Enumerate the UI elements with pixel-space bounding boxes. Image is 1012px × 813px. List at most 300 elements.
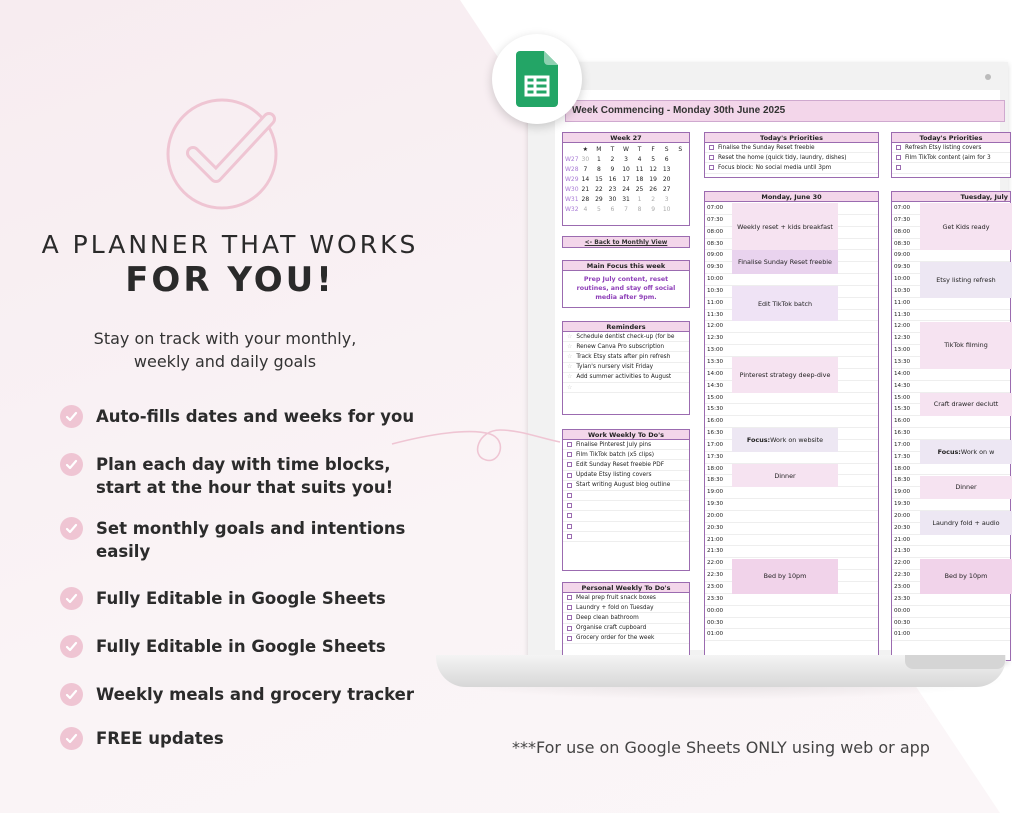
list-item[interactable] xyxy=(563,460,689,470)
time-slot[interactable]: 22:00 xyxy=(892,558,1010,570)
laptop-base-notch xyxy=(905,655,1005,669)
time-slot[interactable]: 16:30 xyxy=(892,428,1010,440)
time-slot[interactable]: 20:00 xyxy=(705,511,878,523)
event-label: TikTok filming xyxy=(944,341,988,350)
camera-dot xyxy=(985,74,991,80)
time-slot[interactable]: 01:00 xyxy=(705,629,878,641)
list-item[interactable] xyxy=(563,522,689,532)
calendar-header-cell: ★ xyxy=(582,146,589,153)
list-item[interactable] xyxy=(563,363,689,373)
feature-text-line1: Set monthly goals and intentions xyxy=(96,519,406,538)
list-item[interactable] xyxy=(563,383,689,393)
time-slot[interactable]: 12:30 xyxy=(705,333,878,345)
list-item[interactable] xyxy=(563,603,689,613)
day-tuesday-title: Tuesday, July xyxy=(892,192,1010,202)
calendar-day-cell[interactable]: 17 xyxy=(622,176,630,183)
time-slot[interactable]: 07:30 xyxy=(892,215,1010,227)
list-item-label: Meal prep fruit snack boxes xyxy=(576,594,656,601)
time-slot[interactable]: 08:00 xyxy=(892,227,1010,239)
calendar-week-number: W28 xyxy=(565,166,579,173)
feature-text-line1: Plan each day with time blocks, xyxy=(96,455,391,474)
time-slot[interactable]: 14:00 xyxy=(705,369,878,381)
list-item[interactable] xyxy=(892,153,1010,163)
time-slot[interactable]: 09:30 xyxy=(892,262,1010,274)
work-todos-list xyxy=(563,440,689,542)
main-focus-box xyxy=(562,260,690,308)
star-icon: ☆ xyxy=(567,342,573,350)
event-label: Bed by 10pm xyxy=(763,572,807,581)
event-label: Etsy listing refresh xyxy=(936,276,996,285)
list-item-label: Edit Sunday Reset freebie PDF xyxy=(576,461,665,468)
calendar-day-cell[interactable]: 12 xyxy=(649,166,657,173)
event-label: Work on w xyxy=(960,447,995,456)
subtitle-line2: weekly and daily goals xyxy=(133,352,317,371)
time-slot[interactable]: 11:30 xyxy=(705,310,878,322)
list-item-label: Reset the home (quick tidy, laundry, dishes) xyxy=(718,154,847,161)
calendar-event[interactable] xyxy=(920,203,1012,250)
time-slot[interactable]: 11:00 xyxy=(705,298,878,310)
calendar-day-cell[interactable]: 9 xyxy=(610,166,615,173)
calendar-day-cell[interactable]: 8 xyxy=(637,206,642,213)
list-item[interactable] xyxy=(563,342,689,352)
feature-text: Fully Editable in Google Sheets xyxy=(96,589,386,608)
event-label: Finalise Sunday Reset freebie xyxy=(738,258,832,267)
time-slot[interactable]: 15:30 xyxy=(892,404,1010,416)
calendar-day-cell[interactable]: 6 xyxy=(610,206,615,213)
time-slot[interactable]: 15:00 xyxy=(705,393,878,405)
calendar-event[interactable] xyxy=(920,440,1012,464)
time-slot[interactable]: 00:00 xyxy=(892,606,1010,618)
calendar-day-cell[interactable]: 4 xyxy=(583,206,588,213)
event-label: Pinterest strategy deep-dive xyxy=(739,370,831,379)
check-icon xyxy=(60,517,83,540)
list-item[interactable] xyxy=(563,352,689,362)
checkbox[interactable] xyxy=(567,605,572,610)
calendar-event[interactable] xyxy=(732,286,838,322)
calendar-day-cell[interactable]: 25 xyxy=(635,186,644,193)
event-label: Get Kids ready xyxy=(942,222,990,231)
time-slot[interactable]: 23:30 xyxy=(705,594,878,606)
back-to-monthly-link[interactable] xyxy=(562,236,690,248)
laptop-screen xyxy=(555,90,1008,650)
star-icon: ☆ xyxy=(567,352,573,360)
time-slot[interactable]: 23:00 xyxy=(892,582,1010,594)
feature-item xyxy=(60,453,420,499)
event-label: Edit TikTok batch xyxy=(757,299,813,308)
calendar-header-cell: S xyxy=(664,146,669,153)
list-item-label: Film TikTok content (aim for 3 xyxy=(905,154,991,161)
calendar-week-number: W27 xyxy=(565,156,579,163)
time-slot[interactable]: 20:30 xyxy=(892,523,1010,535)
list-item[interactable] xyxy=(705,153,878,163)
time-slot[interactable]: 14:30 xyxy=(705,381,878,393)
event-label: Craft drawer declutt xyxy=(933,400,999,409)
reminders-list xyxy=(563,332,689,393)
list-item[interactable] xyxy=(563,593,689,603)
calendar-day-cell[interactable]: 10 xyxy=(662,206,671,213)
calendar-day-cell[interactable]: 1 xyxy=(596,156,601,163)
time-slot[interactable]: 16:00 xyxy=(892,416,1010,428)
time-slot[interactable]: 19:30 xyxy=(892,499,1010,511)
list-item[interactable] xyxy=(563,511,689,521)
calendar-day-cell[interactable]: 16 xyxy=(608,176,617,183)
list-item-label: Grocery order for the week xyxy=(576,635,655,642)
checkbox[interactable] xyxy=(709,165,714,170)
calendar-day-cell[interactable]: 30 xyxy=(581,156,590,163)
time-slot[interactable]: 21:30 xyxy=(705,546,878,558)
calendar-day-cell[interactable]: 2 xyxy=(651,196,656,203)
time-slot[interactable]: 21:30 xyxy=(892,546,1010,558)
time-slot[interactable]: 00:30 xyxy=(705,618,878,630)
calendar-event[interactable] xyxy=(920,559,1012,595)
list-item[interactable] xyxy=(563,501,689,511)
check-icon xyxy=(60,683,83,706)
checkbox[interactable] xyxy=(567,483,572,488)
list-item[interactable] xyxy=(892,163,1010,173)
time-slot[interactable]: 10:00 xyxy=(705,274,878,286)
list-item[interactable] xyxy=(563,440,689,450)
star-icon: ☆ xyxy=(567,332,573,340)
time-slot[interactable]: 14:30 xyxy=(892,381,1010,393)
time-slot[interactable]: 18:30 xyxy=(705,475,878,487)
calendar-header-cell: W xyxy=(623,146,629,153)
calendar-day-cell[interactable]: 4 xyxy=(637,156,642,163)
calendar-day-cell[interactable]: 14 xyxy=(581,176,590,183)
calendar-event[interactable] xyxy=(920,511,1012,535)
priorities-monday-list xyxy=(705,143,878,174)
calendar-day-cell[interactable]: 22 xyxy=(595,186,603,193)
time-slot[interactable]: 17:00 xyxy=(892,440,1010,452)
time-slot[interactable]: 17:00 xyxy=(705,440,878,452)
time-slot[interactable]: 23:00 xyxy=(705,582,878,594)
calendar-day-cell[interactable]: 20 xyxy=(662,176,671,183)
list-item[interactable] xyxy=(892,143,1010,153)
event-label: Work on website xyxy=(770,435,824,444)
calendar-spacer xyxy=(673,196,687,203)
calendar-day-cell[interactable]: 7 xyxy=(583,166,588,173)
time-slot[interactable]: 09:00 xyxy=(705,250,878,262)
feature-item xyxy=(60,727,420,750)
google-sheets-icon xyxy=(516,51,558,107)
calendar-event[interactable] xyxy=(732,250,838,274)
list-item-label: Tylan's nursery visit Friday xyxy=(576,364,654,371)
event-label-bold: Focus: xyxy=(937,447,961,456)
time-slot[interactable]: 20:30 xyxy=(705,523,878,535)
personal-todos-list xyxy=(563,593,689,644)
calendar-day-cell[interactable]: 2 xyxy=(610,156,615,163)
list-item-label: Start writing August blog outline xyxy=(576,482,671,489)
swirl-arrow-decoration xyxy=(390,420,570,480)
event-label-bold: Focus: xyxy=(746,435,771,444)
list-item-label: Organise craft cupboard xyxy=(576,625,647,632)
list-item[interactable] xyxy=(563,471,689,481)
checkbox[interactable] xyxy=(709,145,714,150)
calendar-day-cell[interactable]: 5 xyxy=(651,156,656,163)
calendar-day-cell[interactable]: 3 xyxy=(664,196,669,203)
list-item-label: Update Etsy listing covers xyxy=(576,472,652,479)
list-item[interactable] xyxy=(563,332,689,342)
calendar-day-cell[interactable]: 26 xyxy=(649,186,657,193)
checkbox[interactable] xyxy=(567,615,572,620)
google-sheets-badge xyxy=(492,34,582,124)
calendar-week-number: W29 xyxy=(565,176,579,183)
main-focus-title: Main Focus this week xyxy=(563,261,689,271)
time-slot[interactable]: 19:00 xyxy=(892,487,1010,499)
calendar-day-cell[interactable]: 18 xyxy=(635,176,644,183)
calendar-day-cell[interactable]: 6 xyxy=(664,156,669,163)
feature-text-line2: start at the hour that suits you! xyxy=(96,478,394,497)
time-slot[interactable]: 00:30 xyxy=(892,618,1010,630)
calendar-day-cell[interactable]: 28 xyxy=(581,196,590,203)
time-slot[interactable]: 15:30 xyxy=(705,404,878,416)
calendar-event[interactable] xyxy=(920,393,1012,417)
time-slot[interactable]: 17:30 xyxy=(892,452,1010,464)
calendar-day-cell[interactable]: 7 xyxy=(624,206,628,213)
headline-line1: A PLANNER THAT WORKS xyxy=(41,230,419,259)
week-calendar-title: Week 27 xyxy=(563,133,689,143)
calendar-day-cell[interactable]: 15 xyxy=(595,176,603,183)
calendar-event[interactable] xyxy=(920,262,1012,298)
event-label: Laundry fold + audio xyxy=(932,518,1000,527)
calendar-header-cell xyxy=(565,146,579,153)
headline-line2: FOR YOU! xyxy=(125,260,335,300)
calendar-event[interactable] xyxy=(920,476,1012,500)
time-slot[interactable]: 15:00 xyxy=(892,393,1010,405)
feature-text: FREE updates xyxy=(96,729,224,748)
time-slot[interactable]: 21:00 xyxy=(705,535,878,547)
priorities-tuesday xyxy=(891,132,1011,178)
subtitle xyxy=(60,327,390,373)
list-item-label: Film TikTok batch (x5 clips) xyxy=(576,451,655,458)
time-slot[interactable]: 10:30 xyxy=(705,286,878,298)
personal-todos-title: Personal Weekly To Do's xyxy=(563,583,689,593)
calendar-day-cell[interactable]: 5 xyxy=(596,206,601,213)
checkbox[interactable] xyxy=(567,513,572,518)
back-link-label: <- Back to Monthly View xyxy=(584,239,668,246)
event-label: Bed by 10pm xyxy=(944,572,988,581)
check-icon xyxy=(60,727,83,750)
event-label: Dinner xyxy=(774,471,796,480)
list-item-label: Finalise the Sunday Reset freebie xyxy=(718,144,815,151)
calendar-event[interactable] xyxy=(732,428,838,452)
calendar-week-number: W30 xyxy=(565,186,579,193)
feature-text xyxy=(96,517,405,563)
personal-todos-box xyxy=(562,582,690,662)
time-slot[interactable]: 12:00 xyxy=(892,321,1010,333)
calendar-day-cell[interactable]: 31 xyxy=(622,196,630,203)
feature-item xyxy=(60,635,420,658)
calendar-header-cell: T xyxy=(610,146,615,153)
checkbox[interactable] xyxy=(567,636,572,641)
time-slot[interactable]: 19:30 xyxy=(705,499,878,511)
calendar-day-cell[interactable]: 21 xyxy=(581,186,590,193)
time-slot[interactable]: 10:30 xyxy=(892,286,1010,298)
checkbox[interactable] xyxy=(567,503,572,508)
feature-text: Fully Editable in Google Sheets xyxy=(96,637,386,656)
calendar-spacer xyxy=(673,156,687,163)
time-slot[interactable]: 09:00 xyxy=(892,250,1010,262)
list-item-label: Track Etsy stats after pin refresh xyxy=(576,353,671,360)
subtitle-line1: Stay on track with your monthly, xyxy=(93,329,357,348)
time-slot[interactable]: 12:00 xyxy=(705,321,878,333)
time-slot[interactable]: 14:00 xyxy=(892,369,1010,381)
list-item-label: Laundry + fold on Tuesday xyxy=(576,604,654,611)
time-slot[interactable]: 13:30 xyxy=(705,357,878,369)
time-slot[interactable]: 19:00 xyxy=(705,487,878,499)
event-label: Dinner xyxy=(955,483,977,492)
list-item[interactable] xyxy=(705,143,878,153)
feature-text xyxy=(96,453,393,499)
event-label: Weekly reset + kids breakfast xyxy=(737,222,833,231)
calendar-event[interactable] xyxy=(732,357,838,393)
calendar-week-number: W31 xyxy=(565,196,579,203)
list-item[interactable] xyxy=(563,613,689,623)
check-icon xyxy=(60,635,83,658)
calendar-event[interactable] xyxy=(920,322,1012,369)
list-item-label: Refresh Etsy listing covers xyxy=(905,144,982,151)
list-item[interactable] xyxy=(563,450,689,460)
time-slot[interactable]: 21:00 xyxy=(892,535,1010,547)
list-item-label: Add summer activities to August xyxy=(576,374,672,381)
calendar-header-cell: M xyxy=(596,146,602,153)
time-slot[interactable]: 01:00 xyxy=(892,629,1010,641)
time-slot[interactable]: 18:30 xyxy=(892,475,1010,487)
time-slot[interactable]: 20:00 xyxy=(892,511,1010,523)
time-slot[interactable]: 07:00 xyxy=(892,203,1010,215)
time-slot[interactable]: 16:00 xyxy=(705,416,878,428)
calendar-day-cell[interactable]: 8 xyxy=(596,166,601,173)
time-slot[interactable]: 08:30 xyxy=(892,239,1010,251)
checkbox[interactable] xyxy=(709,155,714,160)
feature-item xyxy=(60,683,420,706)
checkbox[interactable] xyxy=(896,155,901,160)
calendar-day-cell[interactable]: 19 xyxy=(649,176,657,183)
time-slot[interactable]: 08:00 xyxy=(705,227,878,239)
time-slot[interactable]: 09:30 xyxy=(705,262,878,274)
calendar-spacer xyxy=(673,186,687,193)
list-item[interactable] xyxy=(563,532,689,542)
checkbox[interactable] xyxy=(567,524,572,529)
time-slot[interactable]: 11:00 xyxy=(892,298,1010,310)
priorities-monday-title: Today's Priorities xyxy=(705,133,878,143)
list-item-label: Deep clean bathroom xyxy=(576,614,639,621)
star-icon: ☆ xyxy=(567,373,573,381)
priorities-tuesday-list xyxy=(892,143,1010,174)
calendar-day-cell[interactable]: 3 xyxy=(624,156,628,163)
calendar-day-cell[interactable]: 1 xyxy=(637,196,642,203)
list-item[interactable] xyxy=(563,624,689,634)
feature-item xyxy=(60,405,420,428)
checkbox[interactable] xyxy=(896,165,901,170)
calendar-event[interactable] xyxy=(732,464,838,488)
check-icon xyxy=(60,405,83,428)
feature-text: Weekly meals and grocery tracker xyxy=(96,685,414,704)
work-todos-title: Work Weekly To Do's xyxy=(563,430,689,440)
checkbox[interactable] xyxy=(567,493,572,498)
checkbox[interactable] xyxy=(896,145,901,150)
time-slot[interactable]: 12:30 xyxy=(892,333,1010,345)
checkbox[interactable] xyxy=(567,626,572,631)
week-calendar xyxy=(562,132,690,226)
day-monday-title: Monday, June 30 xyxy=(705,192,878,202)
calendar-grid xyxy=(563,143,689,216)
feature-item xyxy=(60,587,420,610)
list-item[interactable] xyxy=(563,491,689,501)
calendar-day-cell[interactable]: 29 xyxy=(595,196,603,203)
calendar-day-cell[interactable]: 9 xyxy=(651,206,656,213)
time-slot[interactable]: 10:00 xyxy=(892,274,1010,286)
time-slot[interactable]: 13:00 xyxy=(892,345,1010,357)
calendar-header-cell: F xyxy=(651,146,655,153)
checkbox[interactable] xyxy=(567,534,572,539)
feature-text: Auto-fills dates and weeks for you xyxy=(96,407,415,426)
priorities-tuesday-title: Today's Priorities xyxy=(892,133,1010,143)
calendar-day-cell[interactable]: 24 xyxy=(622,186,630,193)
time-slot[interactable]: 07:30 xyxy=(705,215,878,227)
day-monday xyxy=(704,191,879,661)
feature-text-line2: easily xyxy=(96,542,151,561)
list-item[interactable] xyxy=(563,634,689,644)
time-slot[interactable]: 07:00 xyxy=(705,203,878,215)
time-slot[interactable]: 23:30 xyxy=(892,594,1010,606)
list-item-label: Renew Canva Pro subscription xyxy=(576,343,665,350)
time-slot[interactable]: 17:30 xyxy=(705,452,878,464)
day-tuesday xyxy=(891,191,1011,661)
calendar-spacer xyxy=(673,166,687,173)
footnote: ***For use on Google Sheets ONLY using web or app xyxy=(512,738,930,757)
main-focus-text[interactable]: Prep July content, reset routines, and stay off social media after 9pm. xyxy=(576,276,676,301)
priorities-monday xyxy=(704,132,879,178)
check-icon xyxy=(60,453,83,476)
calendar-spacer xyxy=(673,206,687,213)
calendar-event[interactable] xyxy=(732,559,838,595)
time-slot[interactable]: 00:00 xyxy=(705,606,878,618)
time-slot[interactable]: 13:30 xyxy=(892,357,1010,369)
calendar-header-cell: S xyxy=(678,146,683,153)
calendar-header-cell: T xyxy=(637,146,642,153)
time-slot[interactable]: 18:00 xyxy=(892,464,1010,476)
calendar-event[interactable] xyxy=(732,203,838,250)
time-slot[interactable]: 08:30 xyxy=(705,239,878,251)
calendar-day-cell[interactable]: 11 xyxy=(635,166,644,173)
time-slot[interactable]: 22:30 xyxy=(705,570,878,582)
calendar-day-cell[interactable]: 30 xyxy=(608,196,617,203)
time-slot[interactable]: 16:30 xyxy=(705,428,878,440)
week-title: Week Commencing - Monday 30th June 2025 xyxy=(565,100,1005,122)
time-slot[interactable]: 22:00 xyxy=(705,558,878,570)
checkbox[interactable] xyxy=(567,595,572,600)
calendar-week-number: W32 xyxy=(565,206,579,213)
list-item-label: Finalise Pinterest July pins xyxy=(576,441,652,448)
calendar-day-cell[interactable]: 13 xyxy=(662,166,671,173)
calendar-day-cell[interactable]: 27 xyxy=(662,186,671,193)
list-item[interactable] xyxy=(563,481,689,491)
time-slot[interactable]: 11:30 xyxy=(892,310,1010,322)
calendar-day-cell[interactable]: 23 xyxy=(608,186,617,193)
calendar-day-cell[interactable]: 10 xyxy=(622,166,630,173)
list-item[interactable] xyxy=(563,373,689,383)
star-icon: ☆ xyxy=(567,363,573,371)
reminders-title: Reminders xyxy=(563,322,689,332)
feature-item xyxy=(60,517,420,563)
list-item[interactable] xyxy=(705,163,878,173)
time-slot[interactable]: 22:30 xyxy=(892,570,1010,582)
work-todos-box xyxy=(562,429,690,571)
check-circle-icon xyxy=(163,95,281,213)
calendar-spacer xyxy=(673,176,687,183)
time-slot[interactable]: 18:00 xyxy=(705,464,878,476)
time-slot[interactable]: 13:00 xyxy=(705,345,878,357)
